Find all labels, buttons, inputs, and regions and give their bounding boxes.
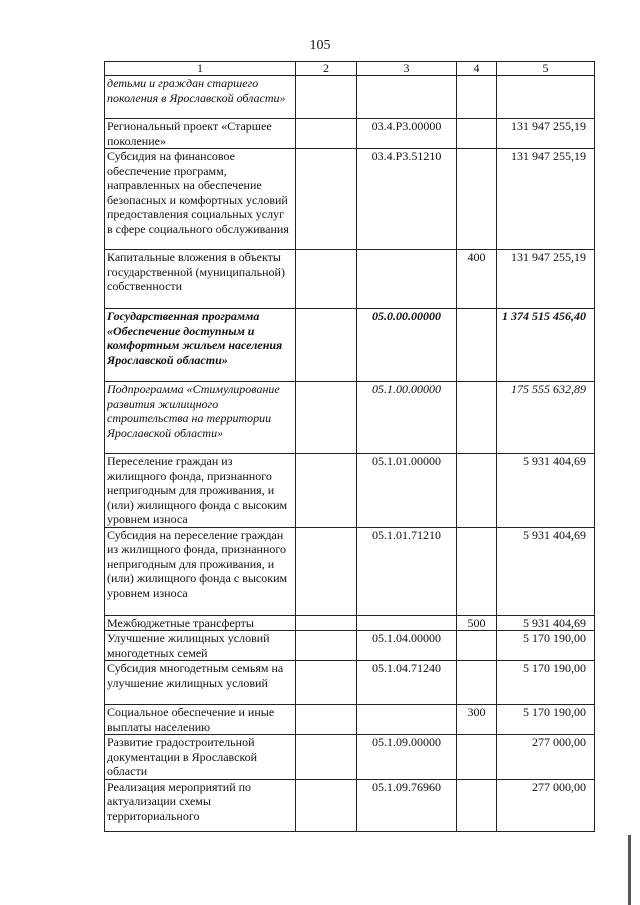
row-code	[357, 76, 457, 119]
row-empty-col	[296, 250, 357, 309]
row-name: Межбюджетные трансферты	[105, 615, 296, 631]
row-name: Социальное обеспечение и иные выплаты населению	[105, 705, 296, 735]
row-name: Субсидия на переселение граждан из жилищного фонда, признанного непригодным для проживания, и (или) жилищного фонда с высоким уровнем износа	[105, 527, 296, 615]
table-row	[105, 705, 595, 735]
row-expense-type	[457, 382, 497, 454]
table-row	[105, 631, 595, 661]
row-expense-type	[457, 527, 497, 615]
row-name: Субсидия многодетным семьям на улучшение жилищных условий	[105, 661, 296, 705]
scan-edge	[628, 835, 631, 905]
table-row	[105, 454, 595, 528]
row-name: Региональный проект «Старшее поколение»	[105, 119, 296, 149]
row-code: 05.0.00.00000	[357, 309, 457, 382]
row-code: 05.1.04.71240	[357, 661, 457, 705]
row-amount: 131 947 255,19	[497, 149, 595, 250]
table-row	[105, 779, 595, 831]
row-expense-type	[457, 149, 497, 250]
row-code: 05.1.04.00000	[357, 631, 457, 661]
table-row	[105, 76, 595, 119]
page-number: 105	[309, 38, 331, 53]
table-row	[105, 382, 595, 454]
table-row	[105, 119, 595, 149]
row-expense-type	[457, 735, 497, 780]
row-empty-col	[296, 309, 357, 382]
row-code	[357, 615, 457, 631]
row-expense-type	[457, 779, 497, 831]
table-row	[105, 615, 595, 631]
col-header: 4	[457, 62, 497, 76]
row-amount: 5 170 190,00	[497, 661, 595, 705]
row-amount: 277 000,00	[497, 735, 595, 780]
row-amount: 131 947 255,19	[497, 250, 595, 309]
row-empty-col	[296, 705, 357, 735]
row-amount: 5 170 190,00	[497, 705, 595, 735]
row-code	[357, 705, 457, 735]
row-amount: 5 931 404,69	[497, 527, 595, 615]
row-name: Реализация мероприятий по актуализации схемы территориального	[105, 779, 296, 831]
row-code: 05.1.01.71210	[357, 527, 457, 615]
row-name: Улучшение жилищных условий многодетных семей	[105, 631, 296, 661]
row-empty-col	[296, 735, 357, 780]
row-expense-type	[457, 454, 497, 528]
row-amount: 5 170 190,00	[497, 631, 595, 661]
row-code: 03.4.P3.51210	[357, 149, 457, 250]
row-expense-type	[457, 309, 497, 382]
header-row	[105, 62, 595, 76]
row-name: Капитальные вложения в объекты государственной (муниципальной) собственности	[105, 250, 296, 309]
table-row	[105, 661, 595, 705]
row-code: 05.1.09.76960	[357, 779, 457, 831]
row-name: Государственная программа «Обеспечение доступным и комфортным жильем населения Ярославской области»	[105, 309, 296, 382]
row-name: Подпрограмма «Стимулирование развития жилищного строительства на территории Ярославской области»	[105, 382, 296, 454]
col-header: 3	[357, 62, 457, 76]
table-row	[105, 735, 595, 780]
row-empty-col	[296, 631, 357, 661]
table-row	[105, 250, 595, 309]
row-empty-col	[296, 527, 357, 615]
row-code: 05.1.09.00000	[357, 735, 457, 780]
row-amount: 5 931 404,69	[497, 454, 595, 528]
row-empty-col	[296, 76, 357, 119]
row-name: Развитие градостроительной документации в Ярославской области	[105, 735, 296, 780]
row-name: Субсидия на финансовое обеспечение программ, направленных на обеспечение безопасных и комфортных условий предоставления социальных услуг в сфере социального обслуживания	[105, 149, 296, 250]
table-body	[105, 76, 595, 832]
row-amount: 277 000,00	[497, 779, 595, 831]
row-empty-col	[296, 615, 357, 631]
row-amount: 1 374 515 456,40	[497, 309, 595, 382]
row-expense-type: 500	[457, 615, 497, 631]
col-header: 1	[105, 62, 296, 76]
table-row	[105, 149, 595, 250]
row-empty-col	[296, 661, 357, 705]
row-expense-type: 300	[457, 705, 497, 735]
row-empty-col	[296, 454, 357, 528]
row-empty-col	[296, 149, 357, 250]
table-row	[105, 527, 595, 615]
row-code	[357, 250, 457, 309]
row-empty-col	[296, 382, 357, 454]
row-code: 05.1.00.00000	[357, 382, 457, 454]
row-amount	[497, 76, 595, 119]
row-expense-type	[457, 76, 497, 119]
row-expense-type: 400	[457, 250, 497, 309]
table-row	[105, 309, 595, 382]
row-empty-col	[296, 779, 357, 831]
budget-table	[104, 61, 595, 832]
col-header: 5	[497, 62, 595, 76]
row-name: детьми и граждан старшего поколения в Ярославской области»	[105, 76, 296, 119]
row-empty-col	[296, 119, 357, 149]
col-header: 2	[296, 62, 357, 76]
row-amount: 175 555 632,89	[497, 382, 595, 454]
row-code: 03.4.P3.00000	[357, 119, 457, 149]
row-expense-type	[457, 119, 497, 149]
row-expense-type	[457, 661, 497, 705]
row-name: Переселение граждан из жилищного фонда, признанного непригодным для проживания, и (или) жилищного фонда с высоким уровнем износа	[105, 454, 296, 528]
row-amount: 5 931 404,69	[497, 615, 595, 631]
row-amount: 131 947 255,19	[497, 119, 595, 149]
row-code: 05.1.01.00000	[357, 454, 457, 528]
row-expense-type	[457, 631, 497, 661]
